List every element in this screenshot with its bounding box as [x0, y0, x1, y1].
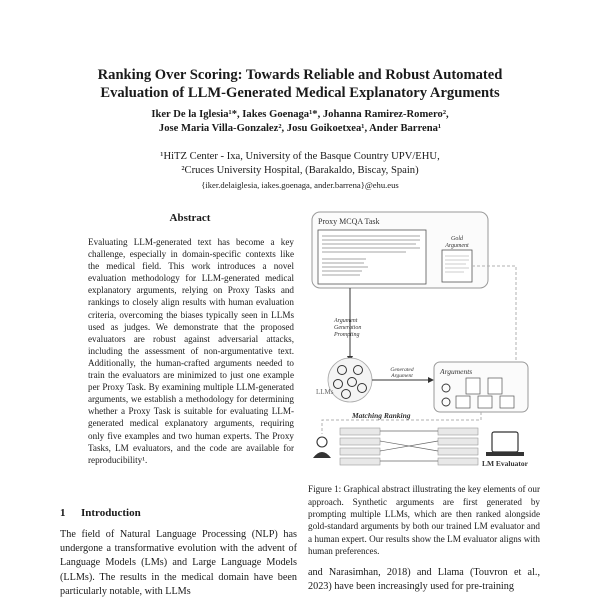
matching-ranking-label: Matching Ranking [352, 411, 411, 420]
prompting-label: Argument Generation Prompting [334, 318, 362, 338]
affiliation-2: ²Cruces University Hospital, (Barakaldo, Biscay, Spain) [181, 165, 419, 176]
abstract-text: Evaluating LLM-generated text has become a key challenge, especially in domain-specific contexts like the medical field. This work introduces a novel evaluation methodology for LLM-generated medical explanatory arguments, relying on Proxy Tasks and rankings to closely align results with human evaluation criteria, overcoming the biases typically seen in LLMs used as judges. We demonstrate that the proposed evaluators are robust against adversarial attacks, including the assessment of non-argumentative text. Additionally, the human-crafted arguments needed to train the evaluators are minimized to just one example per Proxy Task. By examining multiple LLM-generated arguments, we establish a methodology for determining whether a Proxy Task is suitable for evaluating LLM-generated medical explanatory arguments, requiring only five examples and two human experts. The Proxy Tasks, LM evaluators, and the code are available for reproducibility¹. [88, 237, 294, 465]
proxy-task-label: Proxy MCQA Task [318, 217, 380, 226]
authors-line-1: Iker De la Iglesia¹*, Iakes Goenaga¹*, Johanna Ramirez-Romero², [151, 109, 449, 120]
generated-arrow-head [428, 377, 434, 383]
right-column-body [308, 566, 540, 594]
affiliations [0, 150, 600, 178]
authors-line-2: Jose Maria Villa-Gonzalez², Josu Goikoetxea¹, Ander Barrena¹ [158, 123, 442, 134]
title-line-2: Evaluation of LLM-Generated Medical Explanatory Arguments [100, 85, 500, 101]
lm-evaluator-label: LM Evaluator [481, 459, 529, 468]
human-expert-icon [313, 437, 331, 458]
abstract-heading: Abstract [169, 212, 211, 224]
gold-argument-doc [442, 250, 472, 282]
abstract-body [88, 236, 294, 466]
caption-text: Figure 1: Graphical abstract illustrating the key elements of our approach. Synthetic arguments are first generated by prompting multiple LLMs, which are then ranked alongside gold-standard arguments by both our trained LM evaluator and a human expert. Our results show the LM evaluator aligns with human preferences. [308, 484, 540, 557]
intro-body [60, 528, 297, 599]
arguments-label: Arguments [440, 367, 473, 376]
gold-argument-label: Gold Argument [445, 236, 469, 249]
author-emails: {iker.delaiglesia, iakes.goenaga, ander.barrena}@ehu.eus [201, 180, 399, 190]
author-list [0, 108, 600, 136]
lm-evaluator-icon [486, 432, 524, 456]
affiliation-1: ¹HiTZ Center - Ixa, University of the Basque Country UPV/EHU, [160, 151, 440, 162]
section-heading [60, 507, 300, 519]
paper-title [0, 66, 600, 102]
ranking-lists [340, 428, 478, 465]
section-number: 1 [60, 507, 66, 519]
title-line-1: Ranking Over Scoring: Towards Reliable and Robust Automated [97, 67, 503, 83]
matching-lines [380, 431, 438, 461]
intro-text: The field of Natural Language Processing (NLP) has undergone a transformative evolution with the advent of Language Models (LMs) and Large Language Models (LLMs). The results in the medical domain have been particularly notable, with LLMs [60, 529, 297, 597]
right-column-text: and Narasimhan, 2018) and Llama (Touvron et al., 2023) have been increasingly used for pre-training [308, 567, 540, 593]
figure-caption [308, 474, 540, 567]
generated-argument-label: Generated Argument [390, 367, 414, 379]
section-title: Introduction [81, 507, 141, 519]
llms-label: LLMs [316, 388, 334, 396]
question-document [318, 230, 426, 284]
graphical-abstract-figure [306, 210, 542, 468]
